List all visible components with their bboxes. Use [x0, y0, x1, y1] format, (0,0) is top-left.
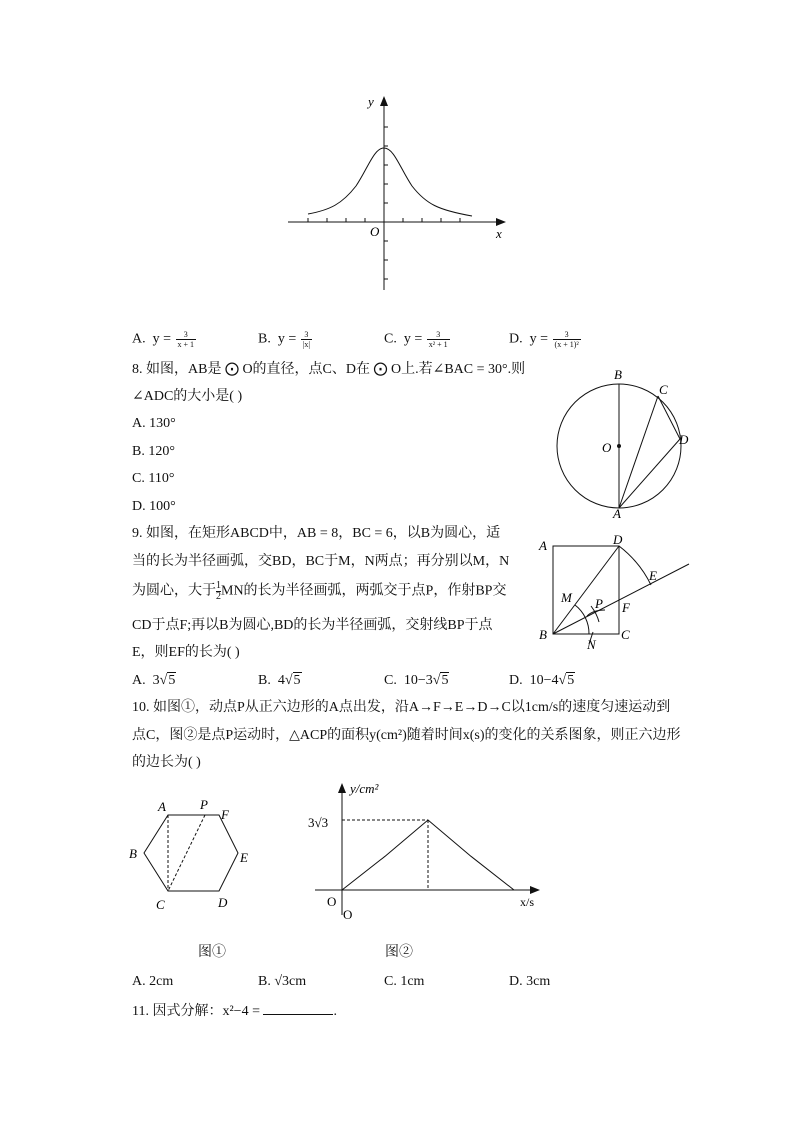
- q10-option-d[interactable]: D. 3cm: [509, 974, 551, 989]
- chart-origin: O: [327, 894, 337, 909]
- fig2-caption: 图②: [385, 945, 413, 960]
- svg-text:D: D: [679, 432, 689, 447]
- q9-line4: CD于点F;再以B为圆心,BD的长为半径画弧，交射线BP于点: [132, 618, 493, 633]
- bell-curve: [308, 148, 472, 216]
- svg-text:A: A: [539, 538, 547, 553]
- rectangle-figure: [535, 530, 695, 655]
- svg-text:D: D: [218, 895, 228, 910]
- q8-option-c[interactable]: C. 110°: [132, 471, 175, 486]
- svg-text:E: E: [240, 850, 248, 865]
- svg-text:P: P: [595, 596, 603, 611]
- q8-line2: ∠ADC的大小是( ): [132, 389, 243, 404]
- svg-text:D: D: [613, 532, 623, 547]
- q8-option-d[interactable]: D. 100°: [132, 499, 176, 514]
- q10-line2: 点C，图②是点P运动时，△ACP的面积y(cm²)随着时间x(s)的变化的关系图象，则正六边形: [132, 728, 681, 743]
- svg-text:A: A: [158, 799, 166, 814]
- q9-line5: E，则EF的长为( ): [132, 645, 240, 660]
- svg-text:N: N: [587, 637, 596, 652]
- q9-option-c[interactable]: C. 10−3√5: [384, 673, 449, 688]
- y-axis-label: y: [368, 94, 374, 109]
- svg-text:O: O: [602, 440, 612, 455]
- q9-line3: 为圆心，大于 $\frac{1}{2}MN$的长为半径画弧，两弧交于点P，作射BP交: [132, 580, 507, 602]
- svg-text:C: C: [156, 897, 165, 912]
- q10-line3: 的边长为( ): [132, 755, 201, 770]
- circle-figure: [550, 365, 700, 520]
- q11-line: 11. 因式分解：x²−4 = .: [132, 1004, 337, 1019]
- q10-option-c[interactable]: C. 1cm: [384, 974, 425, 989]
- svg-text:A: A: [613, 506, 621, 520]
- q8-line1: 8. 如图，AB是 ⨀ O的直径，点C、D在 ⨀ O上.若∠BAC = 30°.则: [132, 362, 526, 377]
- q10-option-a[interactable]: A. 2cm: [132, 974, 174, 989]
- chart-xlabel: x/s: [520, 895, 535, 909]
- svg-text:F: F: [221, 807, 229, 822]
- svg-text:B: B: [539, 627, 547, 642]
- q10-line1: 10. 如图①，动点P从正六边形的A点出发，沿A→F→E→D→C以1cm/s的速度匀速运动到: [132, 700, 671, 715]
- svg-text:C: C: [621, 627, 630, 642]
- svg-text:F: F: [622, 600, 630, 615]
- area-time-chart: [300, 775, 550, 925]
- chart-origin-2: O: [343, 907, 353, 922]
- q9-option-a[interactable]: A. 3√5: [132, 673, 176, 688]
- x-axis-label: x: [496, 226, 502, 241]
- q11-answer-blank[interactable]: [263, 1002, 333, 1015]
- fig1-caption: 图①: [198, 945, 226, 960]
- q10-option-b[interactable]: B. √3cm: [258, 974, 307, 989]
- q9-line1: 9. 如图，在矩形ABCD中，AB = 8，BC = 6，以B为圆心，适: [132, 526, 501, 541]
- svg-text:B: B: [614, 367, 622, 382]
- chart-y-tick: 3√3: [308, 815, 329, 830]
- hexagon-figure: [125, 795, 255, 915]
- svg-text:C: C: [659, 382, 668, 397]
- q9-option-d[interactable]: D. 10−4√5: [509, 673, 575, 688]
- q9-line2: 当的长为半径画弧，交BD，BC于M，N两点；再分别以M，N: [132, 554, 510, 569]
- svg-text:E: E: [649, 568, 657, 583]
- q8-option-a[interactable]: A. 130°: [132, 416, 176, 431]
- svg-text:B: B: [129, 846, 137, 861]
- q7-option-d[interactable]: D. y = $\frac{3}{\text{(x + 1)²}}$: [509, 330, 579, 349]
- bell-curve-graph: [280, 90, 510, 300]
- origin-label: O: [370, 224, 380, 239]
- svg-text:P: P: [200, 797, 208, 812]
- q7-option-c[interactable]: C. y = $\frac{3}{\text{x² + 1}}$: [384, 330, 448, 349]
- q7-option-a[interactable]: A. y = $\frac{3}{x + 1}$: [132, 330, 195, 349]
- q7-option-b[interactable]: B. y = $\frac{3}{|x|}$: [258, 330, 310, 349]
- q8-option-b[interactable]: B. 120°: [132, 444, 175, 459]
- chart-ylabel: y/cm²: [350, 781, 379, 796]
- svg-text:M: M: [561, 590, 572, 605]
- q9-option-b[interactable]: B. 4√5: [258, 673, 301, 688]
